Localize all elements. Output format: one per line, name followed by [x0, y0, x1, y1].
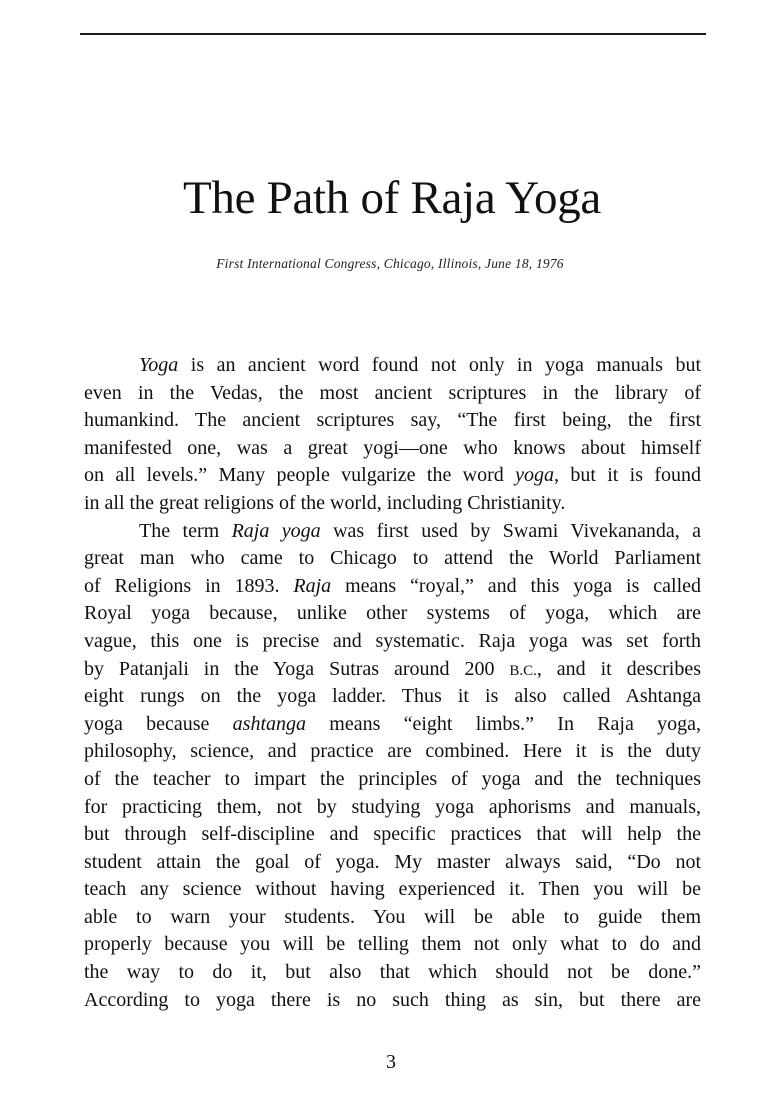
italic-term: Raja	[293, 574, 332, 597]
text-run: means “eight limbs.” In Raja yoga,	[306, 712, 701, 735]
text-run: vague, this one is precise and systematic. Raja yoga was set forth	[84, 629, 701, 652]
text-run: manifested one, was a great yogi—one who knows about himself	[84, 436, 701, 459]
text-line	[84, 490, 701, 518]
text-line	[84, 462, 701, 490]
text-run: but through self-discipline and specific practices that will help the	[84, 823, 701, 846]
text-line	[84, 821, 701, 849]
text-run: able to warn your students. You will be able to guide them	[84, 905, 701, 928]
text-line	[84, 573, 701, 601]
text-run: was first used by Swami Vivekananda, a	[320, 519, 701, 542]
text-run: is an ancient word found not only in yoga manuals but	[178, 354, 701, 376]
text-line	[84, 931, 701, 959]
text-line	[84, 628, 701, 656]
header-rule	[80, 33, 706, 35]
text-run: According to yoga there is no such thing as sin, but there are	[84, 988, 701, 1011]
text-line	[84, 738, 701, 766]
text-run: yoga because	[84, 712, 233, 735]
text-line	[84, 711, 701, 739]
text-line	[84, 518, 701, 546]
text-run: by Patanjali in the Yoga Sutras around 200	[84, 657, 510, 680]
italic-term: Yoga	[139, 354, 179, 376]
text-line	[84, 904, 701, 932]
text-line	[84, 683, 701, 711]
text-line	[84, 435, 701, 463]
text-run: student attain the goal of yoga. My master always said, “Do not	[84, 850, 701, 873]
text-run: for practicing them, not by studying yoga aphorisms and manuals,	[84, 795, 701, 818]
text-line	[84, 794, 701, 822]
text-run: means “royal,” and this yoga is called	[331, 574, 701, 597]
text-line	[84, 545, 701, 573]
italic-term: yoga	[515, 464, 554, 487]
text-line	[84, 876, 701, 904]
text-run: on all levels.” Many people vulgarize the word	[84, 464, 516, 487]
text-run: The term	[139, 519, 232, 542]
chapter-subtitle: First International Congress, Chicago, Illinois, June 18, 1976	[216, 256, 564, 271]
text-run: the way to do it, but also that which should not be done.”	[84, 961, 701, 984]
paragraph	[84, 518, 701, 1015]
text-run: , but it is found	[554, 464, 702, 487]
text-line	[84, 380, 701, 408]
text-run: , and it describes	[536, 657, 702, 680]
text-run: philosophy, science, and practice are combined. Here it is the duty	[84, 740, 701, 763]
text-line	[84, 407, 701, 435]
text-run: of Religions in 1893.	[84, 574, 294, 597]
text-run: properly because you will be telling them not only what to do and	[84, 933, 701, 956]
text-run: teach any science without having experienced it. Then you will be	[84, 878, 701, 901]
text-line	[84, 987, 701, 1015]
text-run: Royal yoga because, unlike other systems of yoga, which are	[84, 602, 701, 625]
text-line	[84, 600, 701, 628]
chapter-title: The Path of Raja Yoga	[183, 172, 601, 224]
text-line	[84, 959, 701, 987]
text-run: even in the Vedas, the most ancient scriptures in the library of	[84, 381, 701, 404]
text-run: humankind. The ancient scriptures say, “The first being, the first	[84, 409, 701, 432]
body-text	[84, 352, 701, 1014]
text-line	[84, 766, 701, 794]
text-run: great man who came to Chicago to attend the World Parliament	[84, 547, 701, 570]
text-line	[84, 656, 701, 684]
text-line	[84, 352, 701, 380]
text-line	[84, 849, 701, 877]
text-run: in all the great religions of the world, including Christianity.	[84, 491, 566, 514]
text-run: of the teacher to impart the principles of yoga and the techniques	[84, 767, 701, 790]
page-number: 3	[386, 1051, 396, 1073]
italic-term: ashtanga	[232, 712, 307, 735]
text-run: eight rungs on the yoga ladder. Thus it is also called Ashtanga	[84, 685, 701, 708]
small-caps-text: B.C.	[509, 662, 537, 679]
italic-term: Raja yoga	[231, 519, 321, 542]
paragraph	[84, 352, 701, 518]
